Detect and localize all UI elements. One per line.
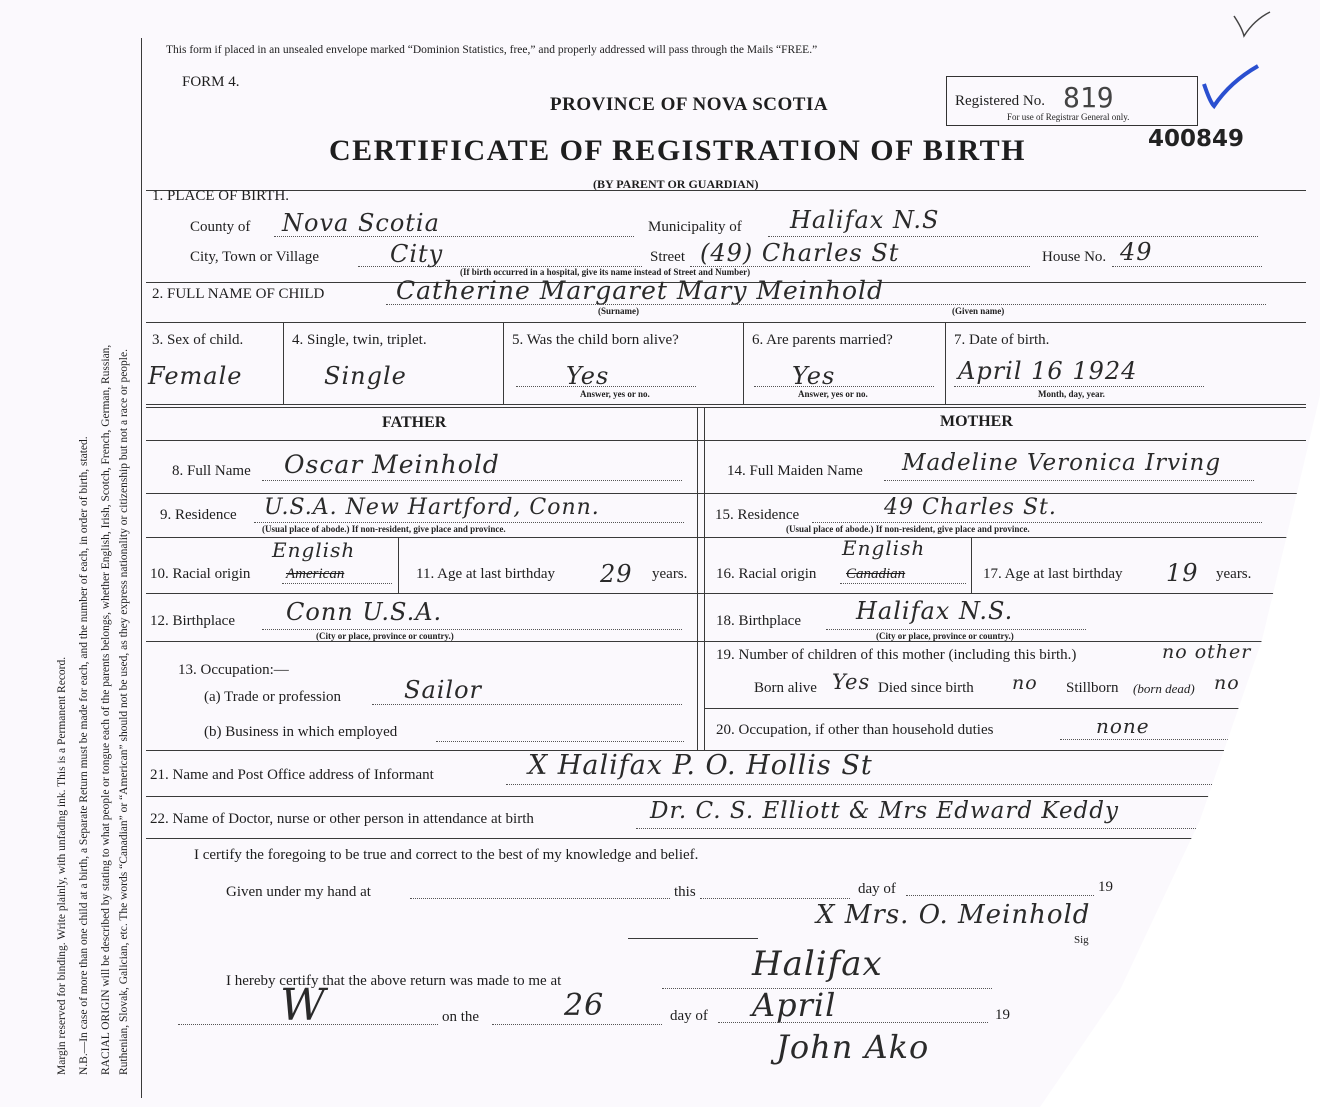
on-the-label: on the xyxy=(442,1009,480,1025)
father-race-label: 10. Racial origin xyxy=(150,566,251,582)
street-label: Street xyxy=(650,249,685,265)
year-prefix: 19 xyxy=(1098,879,1113,895)
day-of-label: day of xyxy=(858,881,896,897)
registrar-initials: W xyxy=(280,980,327,1031)
province-heading: PROVINCE OF NOVA SCOTIA xyxy=(550,94,829,115)
father-residence-value: U.S.A. New Hartford, Conn. xyxy=(264,495,600,520)
doctor-value: Dr. C. S. Elliott & Mrs Edward Keddy xyxy=(650,798,1119,824)
father-birthplace-label: 12. Birthplace xyxy=(150,613,235,629)
child-name-label: 2. FULL NAME OF CHILD xyxy=(152,286,325,302)
rule-11 xyxy=(146,838,1306,839)
occupation-label: 13. Occupation:— xyxy=(178,662,289,678)
certificate-subtitle: (BY PARENT OR GUARDIAN) xyxy=(593,177,759,191)
doctor-label: 22. Name of Doctor, nurse or other person in attendance at birth xyxy=(150,811,534,827)
born-alive-line xyxy=(516,386,696,387)
divider-5-6 xyxy=(743,322,744,404)
father-age-label: 11. Age at last birthday xyxy=(416,566,555,582)
informant-label: 21. Name and Post Office address of Informant xyxy=(150,767,434,783)
signature-note: Sig xyxy=(1074,934,1089,946)
rule-4 xyxy=(146,440,1306,441)
mother-occupation-label: 20. Occupation, if other than household duties xyxy=(716,722,994,738)
father-residence-label: 9. Residence xyxy=(160,507,237,523)
county-line xyxy=(274,236,634,237)
divider-6-7 xyxy=(945,322,946,404)
doctor-line xyxy=(636,828,1196,829)
registration-day-line xyxy=(492,1024,662,1025)
father-birthplace-note: (City or place, province or country.) xyxy=(316,631,454,641)
rule-10 xyxy=(146,796,1306,797)
rule-3 xyxy=(146,404,1306,405)
divider-4-5 xyxy=(503,322,504,404)
married-label: 6. Are parents married? xyxy=(752,332,893,348)
mother-birthplace-value: Halifax N.S. xyxy=(856,597,1014,625)
mother-age-label: 17. Age at last birthday xyxy=(983,566,1123,582)
margin-rule xyxy=(141,38,142,1098)
stillborn-label: Stillborn xyxy=(1066,680,1119,696)
dob-note: Month, day, year. xyxy=(1038,389,1105,399)
registered-number: 819 xyxy=(1063,81,1114,114)
plurality-label: 4. Single, twin, triplet. xyxy=(292,332,427,348)
municipality-label: Municipality of xyxy=(648,219,742,235)
house-label: House No. xyxy=(1042,249,1107,265)
mother-race-value: English xyxy=(842,536,926,560)
father-birthplace-value: Conn U.S.A. xyxy=(286,598,443,626)
married-line xyxy=(754,386,934,387)
mother-residence-value: 49 Charles St. xyxy=(884,495,1057,520)
born-alive-count-value: Yes xyxy=(832,670,871,694)
father-age-value: 29 xyxy=(600,560,633,588)
mother-occupation-line xyxy=(1060,739,1240,740)
month-line xyxy=(906,895,1094,896)
margin-note-racial-origin: RACIAL ORIGIN will be described by stating to what people or tongue each of the parents belongs, whether English, Irish, Scotch, French, German, Russian, xyxy=(100,344,112,1075)
county-label: County of xyxy=(190,219,251,235)
this-day-line xyxy=(700,898,850,899)
father-race-value: English xyxy=(272,538,356,562)
father-residence-line xyxy=(254,522,684,523)
surname-note: (Surname) xyxy=(598,306,639,316)
county-value: Nova Scotia xyxy=(282,209,440,237)
children-count-value: no other xyxy=(1162,641,1252,663)
registered-label: Registered No. xyxy=(955,93,1045,109)
father-race-line xyxy=(282,583,392,584)
mother-race-struck: Canadian xyxy=(846,566,906,582)
house-value: 49 xyxy=(1120,238,1153,266)
registrar-signature: John Ako xyxy=(776,1028,930,1066)
father-name-line xyxy=(262,480,682,481)
certify-text: I certify the foregoing to be true and correct to the best of my knowledge and belief. xyxy=(194,847,699,863)
plurality-value: Single xyxy=(324,362,407,390)
child-name-value: Catherine Margaret Mary Meinhold xyxy=(396,276,885,305)
divider-10-11 xyxy=(398,537,399,593)
father-heading: FATHER xyxy=(382,414,447,431)
dob-value: April 16 1924 xyxy=(958,357,1138,385)
divider-3-4 xyxy=(283,322,284,404)
mother-name-label: 14. Full Maiden Name xyxy=(727,463,863,479)
margin-note-multiple-births: N.B.—In case of more than one child at a birth, a Separate Return must be made for each, and the number of each, in order of birth, stated. xyxy=(78,436,90,1075)
sex-value: Female xyxy=(148,362,243,390)
divider-16-17 xyxy=(971,537,972,593)
mother-race-label: 16. Racial origin xyxy=(716,566,817,582)
registrar-use-note: For use of Registrar General only. xyxy=(1007,112,1130,122)
stamp-number: 400849 xyxy=(1148,126,1245,152)
mother-birthplace-label: 18. Birthplace xyxy=(716,613,801,629)
mother-birthplace-note: (City or place, province or country.) xyxy=(876,631,1014,641)
married-value: Yes xyxy=(792,362,836,390)
mother-heading: MOTHER xyxy=(940,413,1013,430)
mother-name-value: Madeline Veronica Irving xyxy=(902,450,1222,476)
rule-top xyxy=(146,190,1306,191)
margin-note-binding: Margin reserved for binding. Write plainly, with unfading ink. This is a Permanent Record. xyxy=(56,656,68,1075)
mother-occupation-value: none xyxy=(1096,714,1150,738)
father-residence-note: (Usual place of abode.) If non-resident, give place and province. xyxy=(262,524,506,534)
father-race-struck: American xyxy=(286,566,345,582)
children-count-label: 19. Number of children of this mother (including this birth.) xyxy=(716,647,1077,663)
stillborn-note: (born dead) xyxy=(1133,681,1195,696)
rule-5 xyxy=(146,493,1306,494)
street-value: (49) Charles St xyxy=(700,239,900,267)
given-under-hand-label: Given under my hand at xyxy=(226,884,371,900)
died-since-birth-label: Died since birth xyxy=(878,680,974,696)
informant-value: X Halifax P. O. Hollis St xyxy=(528,750,873,781)
form-number: FORM 4. xyxy=(182,74,240,90)
mother-age-value: 19 xyxy=(1166,559,1199,587)
registrar-certify-text: I hereby certify that the above return was made to me at xyxy=(226,973,562,989)
registrar-place: Halifax xyxy=(752,944,883,984)
informant-signature: X Mrs. O. Meinhold xyxy=(816,900,1091,930)
father-years-label: years. xyxy=(652,566,688,582)
mother-birthplace-line xyxy=(826,629,1086,630)
corner-tick-icon xyxy=(1232,10,1272,40)
father-name-label: 8. Full Name xyxy=(172,463,251,479)
signature-stub-line xyxy=(628,938,758,939)
certificate-title: CERTIFICATE OF REGISTRATION OF BIRTH xyxy=(329,134,1026,167)
business-label: (b) Business in which employed xyxy=(204,724,398,740)
died-since-birth-value: no xyxy=(1012,672,1038,694)
registration-month-line xyxy=(718,1022,988,1023)
parents-divider-right xyxy=(704,407,705,750)
rule-19-20 xyxy=(704,708,1306,709)
mother-name-line xyxy=(884,480,1254,481)
rule-2 xyxy=(146,322,1306,323)
mother-residence-line xyxy=(812,522,1262,523)
parents-divider-left xyxy=(697,407,698,750)
year-prefix-2: 19 xyxy=(995,1007,1010,1023)
father-birthplace-line xyxy=(262,629,682,630)
dob-line xyxy=(954,386,1204,387)
sex-label: 3. Sex of child. xyxy=(152,332,244,348)
check-mark-icon xyxy=(1200,62,1262,110)
trade-label: (a) Trade or profession xyxy=(204,689,342,705)
place-of-birth-heading: 1. PLACE OF BIRTH. xyxy=(152,188,290,204)
father-name-value: Oscar Meinhold xyxy=(284,450,500,479)
trade-value: Sailor xyxy=(404,676,483,704)
this-label: this xyxy=(674,884,696,900)
born-alive-count-label: Born alive xyxy=(754,680,817,696)
rule-7 xyxy=(146,593,1306,594)
mother-race-line xyxy=(840,583,966,584)
married-note: Answer, yes or no. xyxy=(798,389,868,399)
mother-residence-note: (Usual place of abode.) If non-resident, give place and province. xyxy=(786,524,1030,534)
rule-8 xyxy=(146,641,1306,642)
business-line xyxy=(436,741,684,742)
margin-note-racial-origin-2: Ruthenian, Slovak, Galician, etc. The words “Canadian” or “American” should not be used, as they express nationality or citizenship but not a race or people. xyxy=(118,349,130,1075)
registration-month: April xyxy=(752,986,837,1024)
child-name-line xyxy=(386,304,1266,305)
mother-residence-label: 15. Residence xyxy=(715,507,800,523)
municipality-line xyxy=(768,236,1258,237)
registered-number-box xyxy=(946,76,1198,126)
mother-years-label: years. xyxy=(1216,566,1252,582)
dob-label: 7. Date of birth. xyxy=(954,332,1050,348)
given-place-line xyxy=(410,898,670,899)
day-of-label-2: day of xyxy=(670,1008,708,1024)
born-alive-label: 5. Was the child born alive? xyxy=(512,332,679,348)
given-name-note: (Given name) xyxy=(952,306,1005,316)
city-label: City, Town or Village xyxy=(190,249,320,265)
born-alive-value: Yes xyxy=(566,362,610,390)
stillborn-value: no xyxy=(1214,672,1240,694)
municipality-value: Halifax N.S xyxy=(790,206,940,234)
mail-notice: This form if placed in an unsealed envelope marked “Dominion Statistics, free,” and properly addressed will pass through the Mails “FREE.” xyxy=(166,44,818,56)
city-value: City xyxy=(390,240,444,268)
trade-line xyxy=(372,704,682,705)
registration-day: 26 xyxy=(564,988,605,1023)
street-note: (If birth occurred in a hospital, give its name instead of Street and Number) xyxy=(460,267,751,277)
house-line xyxy=(1112,266,1262,267)
born-alive-note: Answer, yes or no. xyxy=(580,389,650,399)
informant-line xyxy=(506,784,1246,785)
rule-3b xyxy=(146,407,1306,408)
